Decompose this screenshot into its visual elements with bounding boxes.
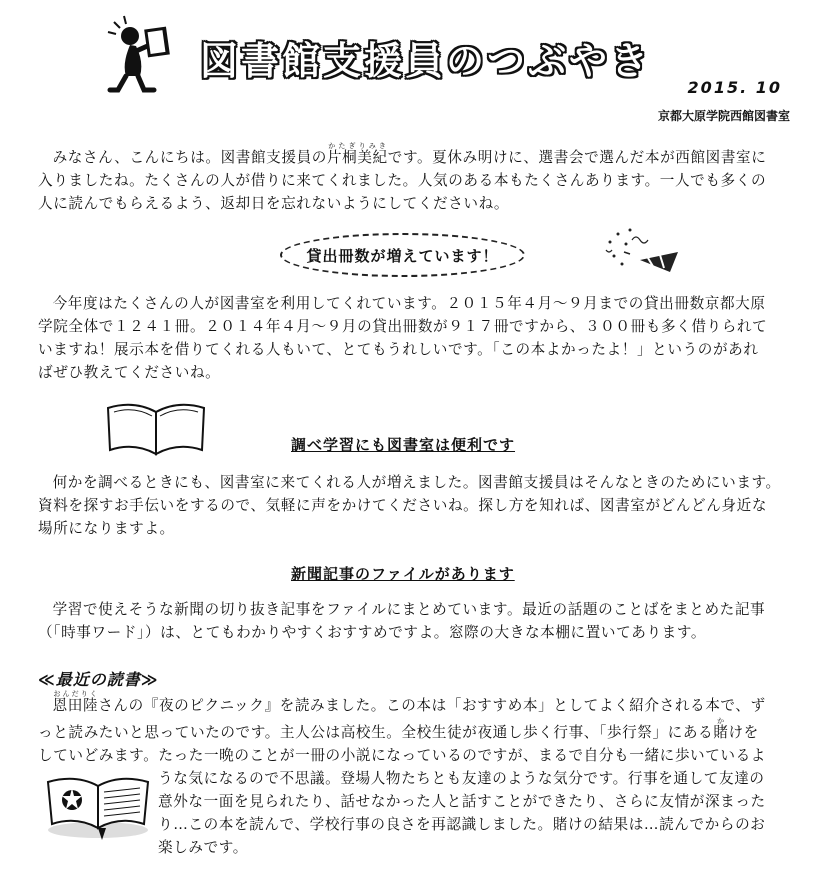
intro-line: みなさん、こんにちは。図書館支援員の (52, 149, 327, 166)
research-line: 場所になりますよ。 (38, 520, 175, 537)
news-paragraph (38, 598, 798, 644)
book-author (52, 690, 99, 714)
loans-line: ばぜひ教えてくださいね。 (38, 364, 221, 381)
book-author-text: 恩田陸 (52, 697, 99, 714)
author-name-text: 片桐美紀 (326, 149, 388, 166)
reader-figure-illustration (100, 14, 180, 98)
party-popper-icon (600, 222, 690, 282)
recent-line: さんの『夜のピクニック』を読みました。この本は「おすすめ本」としてよく紹介される本で、ず (98, 697, 766, 714)
reading-book-icon (42, 770, 154, 842)
loans-heading-text: 貸出冊数が増えています！ (306, 246, 499, 265)
intro-line: 入りましたね。たくさんの人が借りに来てくれました。人気のある本もたくさんあります。一人でも多くの (38, 172, 767, 189)
loans-line: 学院全体で１２４１冊。２０１４年４月～９月の貸出冊数が９１７冊ですから、３００冊も多く借りられて (38, 318, 768, 335)
recent-line: していどみます。たった一晩のことが一冊の小説になっているのですが、まるで自分も一緒に歩いているよ (38, 747, 766, 764)
issue-date: 2015. 10 (687, 78, 782, 97)
library-name: 京都大原学院西館図書室 (657, 109, 790, 123)
intro-line: 人に読んでもらえるよう、返却日を忘れないようにしてくださいね。 (38, 195, 510, 212)
news-line: （「時事ワード」）は、とてもわかりやすくおすすめですよ。窓際の大きな本棚に置いてあります。 (38, 624, 707, 641)
recent-reading-heading: ≪最近の読書≫ (38, 670, 159, 689)
bet-word-ruby: か (713, 717, 729, 725)
loans-paragraph (38, 292, 798, 384)
research-heading: 調べ学習にも図書室は便利です (291, 436, 516, 454)
loans-line: いますね！展示本を借りてくれる人もいて、とてもうれしいです。「この本よかったよ！」というのがあれ (38, 341, 759, 358)
research-line: 資料を探すお手伝いをするので、気軽に声をかけてくださいね。探し方を知れば、図書室がどんどん身近な (38, 497, 768, 514)
research-line: 何かを調べるときにも、図書室に来てくれる人が増えました。図書館支援員はそんなときのためにいます。 (52, 474, 781, 491)
author-name-ruby: かたぎりみき (326, 142, 388, 150)
page-title: 図書館支援員のつぶやき (200, 39, 652, 83)
book-author-ruby: おんだりく (52, 690, 99, 698)
recent-line: り…この本を読んで、学校行事の良さを再認識しました。賭けの結果は…読んでからのお (158, 816, 766, 833)
recent-line: 楽しみです。 (158, 839, 248, 856)
intro-line: です。夏休み明けに、選書会で選んだ本が西館図書室に (387, 149, 767, 166)
loans-line: 今年度はたくさんの人が図書室を利用してくれています。２０１５年４月～９月までの貸出冊数京都大原 (52, 295, 766, 312)
news-heading: 新聞記事のファイルがあります (291, 565, 515, 583)
recent-line: っと読みたいと思っていたのです。主人公は高校生。全校生徒が夜通し歩く行事、「歩行祭」にある (38, 724, 714, 741)
recent-line: うな気になるので不思議。登場人物たちとも友達のような気分です。行事を通して友達の (158, 770, 765, 787)
research-paragraph (38, 471, 798, 540)
recent-line: けを (728, 724, 759, 741)
open-book-icon (100, 398, 212, 460)
news-line: 学習で使えそうな新聞の切り抜き記事をファイルにまとめています。最近の話題のことばをまとめた記事 (52, 601, 766, 618)
loans-heading (280, 233, 525, 277)
recent-line: 意外な一面を見られたり、話せなかった人と話すことができたり、さらに友情が深まった (158, 793, 766, 810)
bet-word (713, 717, 729, 741)
author-name (326, 142, 388, 166)
bet-word-text: 賭 (713, 724, 729, 741)
intro-paragraph (38, 142, 798, 215)
